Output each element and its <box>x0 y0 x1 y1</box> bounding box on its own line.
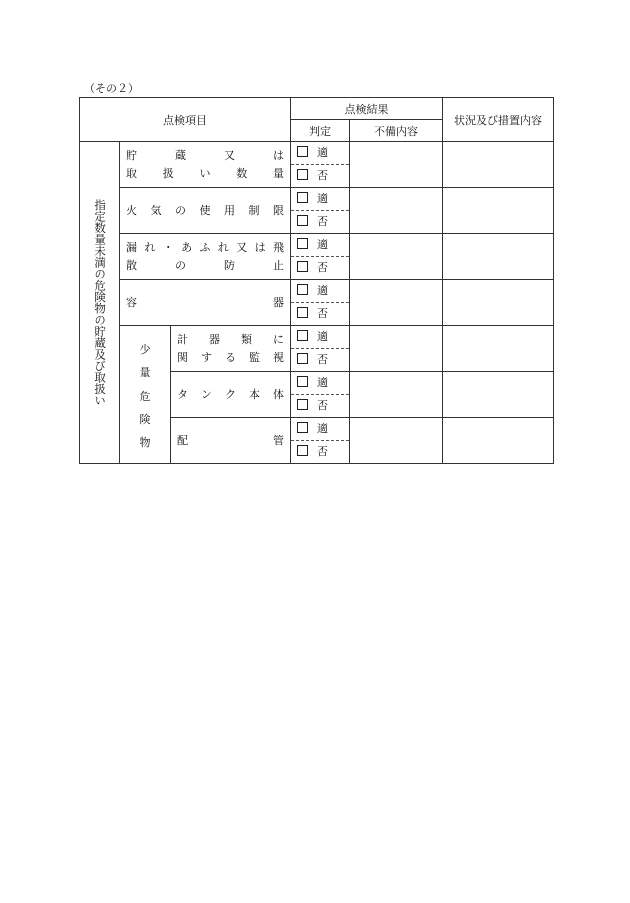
judge-ok-checkbox[interactable] <box>297 376 308 387</box>
judge-ok-label: 適 <box>317 376 328 389</box>
item-char: る <box>225 350 236 364</box>
judge-ok-checkbox[interactable] <box>297 330 308 341</box>
judge-ok-checkbox[interactable] <box>297 146 308 157</box>
item-char: ・ <box>162 240 174 254</box>
subcategory-char: 物 <box>139 436 151 449</box>
header-result: 点検結果 <box>291 98 443 120</box>
item-char: 数 <box>236 166 248 180</box>
judge-ng-cell <box>291 349 350 372</box>
status-cell[interactable] <box>443 142 554 188</box>
defect-cell[interactable] <box>350 372 443 418</box>
item-char: あ <box>181 240 193 254</box>
header-item: 点検項目 <box>80 98 291 142</box>
item-char: ク <box>225 387 236 401</box>
judge-ok-label: 適 <box>317 284 328 297</box>
item-char: 止 <box>273 258 284 272</box>
page-label: （その２） <box>84 82 139 95</box>
item-label <box>171 372 291 418</box>
subcategory-cell <box>120 326 171 464</box>
subcategory-char: 量 <box>139 366 151 380</box>
judge-ok-cell <box>291 280 350 303</box>
judge-ng-checkbox[interactable] <box>297 215 308 226</box>
item-char: 容 <box>126 295 137 309</box>
defect-cell[interactable] <box>350 418 443 464</box>
status-cell[interactable] <box>443 418 554 464</box>
item-char: れ <box>144 240 156 254</box>
item-label <box>120 188 291 234</box>
judge-ng-label: 否 <box>317 307 328 320</box>
category-label: 指定数量未満の危険物の貯蔵及び取扱い <box>93 199 108 406</box>
judge-ok-cell <box>291 418 350 441</box>
subcategory-char: 危 <box>139 389 151 403</box>
judge-ok-label: 適 <box>317 238 328 251</box>
item-char: 散 <box>126 258 137 272</box>
judge-ok-cell <box>291 142 350 165</box>
item-char: 監 <box>249 350 260 364</box>
item-char: 体 <box>273 387 284 401</box>
judge-ng-checkbox[interactable] <box>297 261 308 272</box>
item-char: 又 <box>224 148 235 162</box>
status-cell[interactable] <box>443 326 554 372</box>
subcategory-char: 険 <box>139 412 151 426</box>
judge-ng-label: 否 <box>317 261 328 274</box>
judge-ng-cell <box>291 165 350 188</box>
judge-ok-checkbox[interactable] <box>297 238 308 249</box>
item-label <box>120 142 291 188</box>
item-char: す <box>201 350 212 364</box>
judge-ng-checkbox[interactable] <box>297 353 308 364</box>
item-char: 管 <box>273 433 284 447</box>
item-char: は <box>254 240 266 254</box>
item-char: れ <box>217 240 229 254</box>
judge-ok-checkbox[interactable] <box>297 192 308 203</box>
item-char: 火 <box>126 203 137 217</box>
item-char: 用 <box>224 203 235 217</box>
item-char: 取 <box>126 166 137 180</box>
defect-cell[interactable] <box>350 188 443 234</box>
judge-ok-cell <box>291 326 350 349</box>
item-char: 視 <box>273 350 284 364</box>
item-char: 器 <box>273 295 284 309</box>
judge-ng-label: 否 <box>317 169 328 182</box>
item-char: 扱 <box>162 166 174 180</box>
item-label <box>171 418 291 464</box>
defect-cell[interactable] <box>350 326 443 372</box>
status-cell[interactable] <box>443 188 554 234</box>
judge-ok-label: 適 <box>317 146 328 159</box>
item-char: の <box>175 258 186 272</box>
category-cell <box>80 142 120 464</box>
header-status: 状況及び措置内容 <box>443 98 554 142</box>
item-char: 限 <box>273 203 284 217</box>
judge-ng-cell <box>291 395 350 418</box>
item-char: 類 <box>241 332 252 346</box>
item-char: 計 <box>177 332 188 346</box>
item-char: 蔵 <box>175 148 186 162</box>
item-char: 又 <box>236 240 248 254</box>
item-char: 制 <box>248 203 260 217</box>
judge-ng-checkbox[interactable] <box>297 169 308 180</box>
item-char: ふ <box>199 240 211 254</box>
item-char: ン <box>201 387 212 401</box>
item-label <box>120 280 291 326</box>
judge-ng-label: 否 <box>317 215 328 228</box>
item-char: 使 <box>199 203 211 217</box>
judge-ng-label: 否 <box>317 353 328 366</box>
judge-ok-label: 適 <box>317 192 328 205</box>
header-judgment: 判定 <box>291 120 350 142</box>
judge-ng-label: 否 <box>317 445 328 458</box>
judge-ok-label: 適 <box>317 330 328 343</box>
item-char: 本 <box>249 387 260 401</box>
judge-ng-cell <box>291 257 350 280</box>
inspection-table <box>79 97 554 464</box>
status-cell[interactable] <box>443 372 554 418</box>
subcategory-char: 少 <box>139 343 151 356</box>
item-char: タ <box>177 387 188 401</box>
item-char: 飛 <box>273 240 284 254</box>
item-char: の <box>175 203 186 217</box>
item-label <box>171 326 291 372</box>
judge-ok-cell <box>291 188 350 211</box>
judge-ng-checkbox[interactable] <box>297 445 308 456</box>
defect-cell[interactable] <box>350 142 443 188</box>
judge-ng-checkbox[interactable] <box>297 399 308 410</box>
item-char: 量 <box>273 166 284 180</box>
judge-ng-cell <box>291 211 350 234</box>
status-cell[interactable] <box>443 234 554 280</box>
item-char: に <box>273 332 284 346</box>
judge-ng-label: 否 <box>317 399 328 412</box>
judge-ng-cell <box>291 303 350 326</box>
judge-ng-checkbox[interactable] <box>297 307 308 318</box>
judge-ok-checkbox[interactable] <box>297 284 308 295</box>
item-char: 配 <box>177 433 188 447</box>
item-char: 関 <box>177 350 188 364</box>
item-char: い <box>199 166 211 180</box>
item-char: 気 <box>150 203 162 217</box>
item-char: は <box>273 148 284 162</box>
item-label <box>120 234 291 280</box>
item-char: 防 <box>224 258 235 272</box>
item-char: 器 <box>209 332 220 346</box>
judge-ok-checkbox[interactable] <box>297 422 308 433</box>
defect-cell[interactable] <box>350 280 443 326</box>
item-char: 漏 <box>126 240 137 254</box>
judge-ok-cell <box>291 372 350 395</box>
judge-ok-label: 適 <box>317 422 328 435</box>
defect-cell[interactable] <box>350 234 443 280</box>
status-cell[interactable] <box>443 280 554 326</box>
item-char: 貯 <box>126 148 137 162</box>
judge-ok-cell <box>291 234 350 257</box>
judge-ng-cell <box>291 441 350 464</box>
header-defect: 不備内容 <box>350 120 443 142</box>
